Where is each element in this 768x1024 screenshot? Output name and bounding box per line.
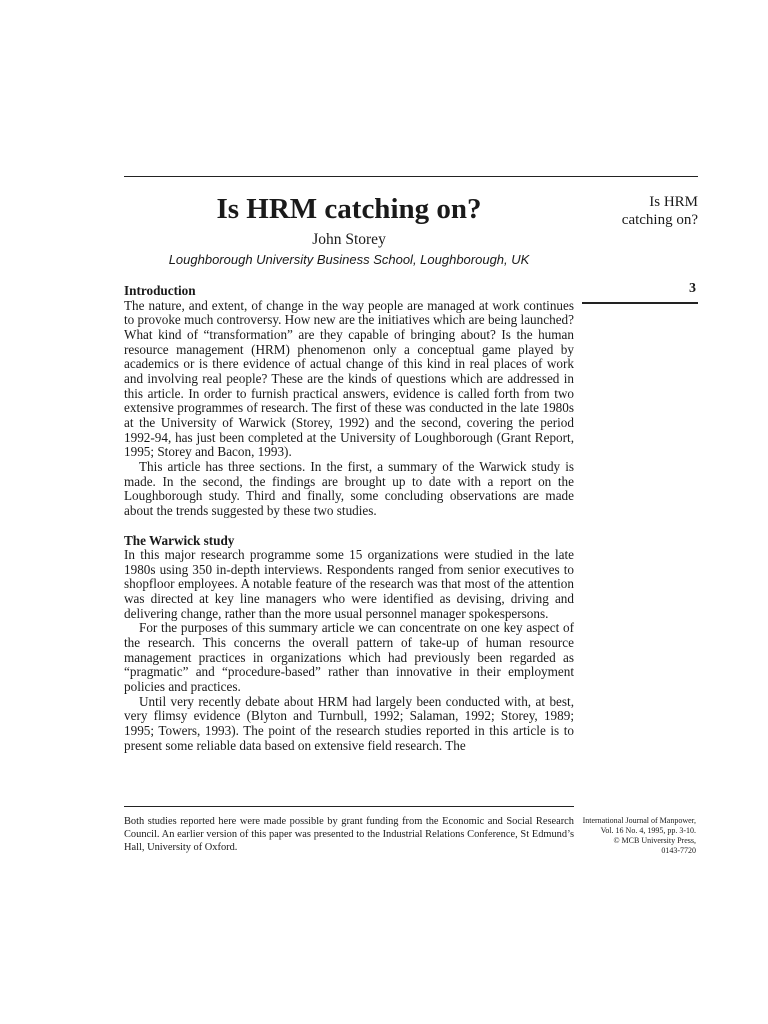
footnote-rule bbox=[124, 806, 574, 807]
author-affiliation: Loughborough University Business School, Loughborough, UK bbox=[168, 252, 530, 267]
top-rule bbox=[124, 176, 698, 177]
running-title-line1: Is HRM bbox=[649, 194, 698, 210]
footnote: Both studies reported here were made possible by grant funding from the Economic and Social Research Council. An earlier version of this paper was presented to the Industrial Relations Conference, St Edmund’s Hall, University of Oxford. bbox=[124, 816, 574, 853]
paragraph: The nature, and extent, of change in the way people are managed at work continues to provoke much controversy. How new are the initiatives which are being launched? What kind of “transformation” are they capable of bringing about? Is the human resource management (HRM) phenomenon only a conceptual game played by academics or is there evidence of actual change of this kind in real places of work and involving real people? These are the kinds of questions which are addressed in this article. In order to furnish practical answers, evidence is called forth from two extensive programmes of research. The first of these was conducted in the late 1980s at the University of Warwick (Storey, 1992) and the second, covering the period 1992-94, has just been completed at the University of Loughborough (Grant Report, 1995; Storey and Bacon, 1993). bbox=[124, 297, 574, 460]
journal-citation bbox=[580, 816, 696, 856]
citation-line: Vol. 16 No. 4, 1995, pp. 3-10. bbox=[600, 826, 696, 835]
section-heading-warwick: The Warwick study bbox=[124, 532, 235, 548]
article-body bbox=[124, 284, 574, 753]
author-name: John Storey bbox=[312, 231, 386, 248]
paragraph: In this major research programme some 15 organizations were studied in the late 1980s using 350 in-depth interviews. Respondents ranged from senior executives to shopfloor employees. A notable feature of the research was that most of the attention was directed at key line managers who were identified as devising, driving and delivering change, rather than the more usual personnel manager spokespersons. bbox=[124, 547, 574, 621]
citation-line: © MCB University Press, bbox=[613, 836, 696, 845]
running-title-line2: catching on? bbox=[621, 212, 698, 228]
paragraph: For the purposes of this summary article we can concentrate on one key aspect of the research. This concerns the overall pattern of take-up of human resource management practices in organizations which had previously been regarded as “pragmatic” and “procedure-based” rather than innovative in their employment policies and practices. bbox=[124, 620, 574, 695]
article-title: Is HRM catching on? bbox=[216, 193, 482, 225]
page-number: 3 bbox=[689, 281, 696, 296]
citation-line: 0143-7720 bbox=[661, 846, 696, 855]
citation-line: International Journal of Manpower, bbox=[582, 816, 696, 825]
paragraph: Until very recently debate about HRM had largely been conducted with, at best, very flimsy evidence (Blyton and Turnbull, 1992; Salaman, 1992; Storey, 1989; 1995; Towers, 1993). The point of the research studies reported in this article is to present some reliable data based on extensive field research. The bbox=[124, 693, 574, 753]
running-title bbox=[590, 193, 698, 229]
page-number-rule bbox=[582, 302, 698, 304]
section-spacer bbox=[124, 519, 574, 534]
section-heading-introduction: Introduction bbox=[124, 283, 196, 298]
paragraph: This article has three sections. In the first, a summary of the Warwick study is made. In the second, the findings are brought up to date with a report on the Loughborough study. Third and finally, some concluding observations are made about the trends suggested by these two studies. bbox=[124, 458, 574, 518]
